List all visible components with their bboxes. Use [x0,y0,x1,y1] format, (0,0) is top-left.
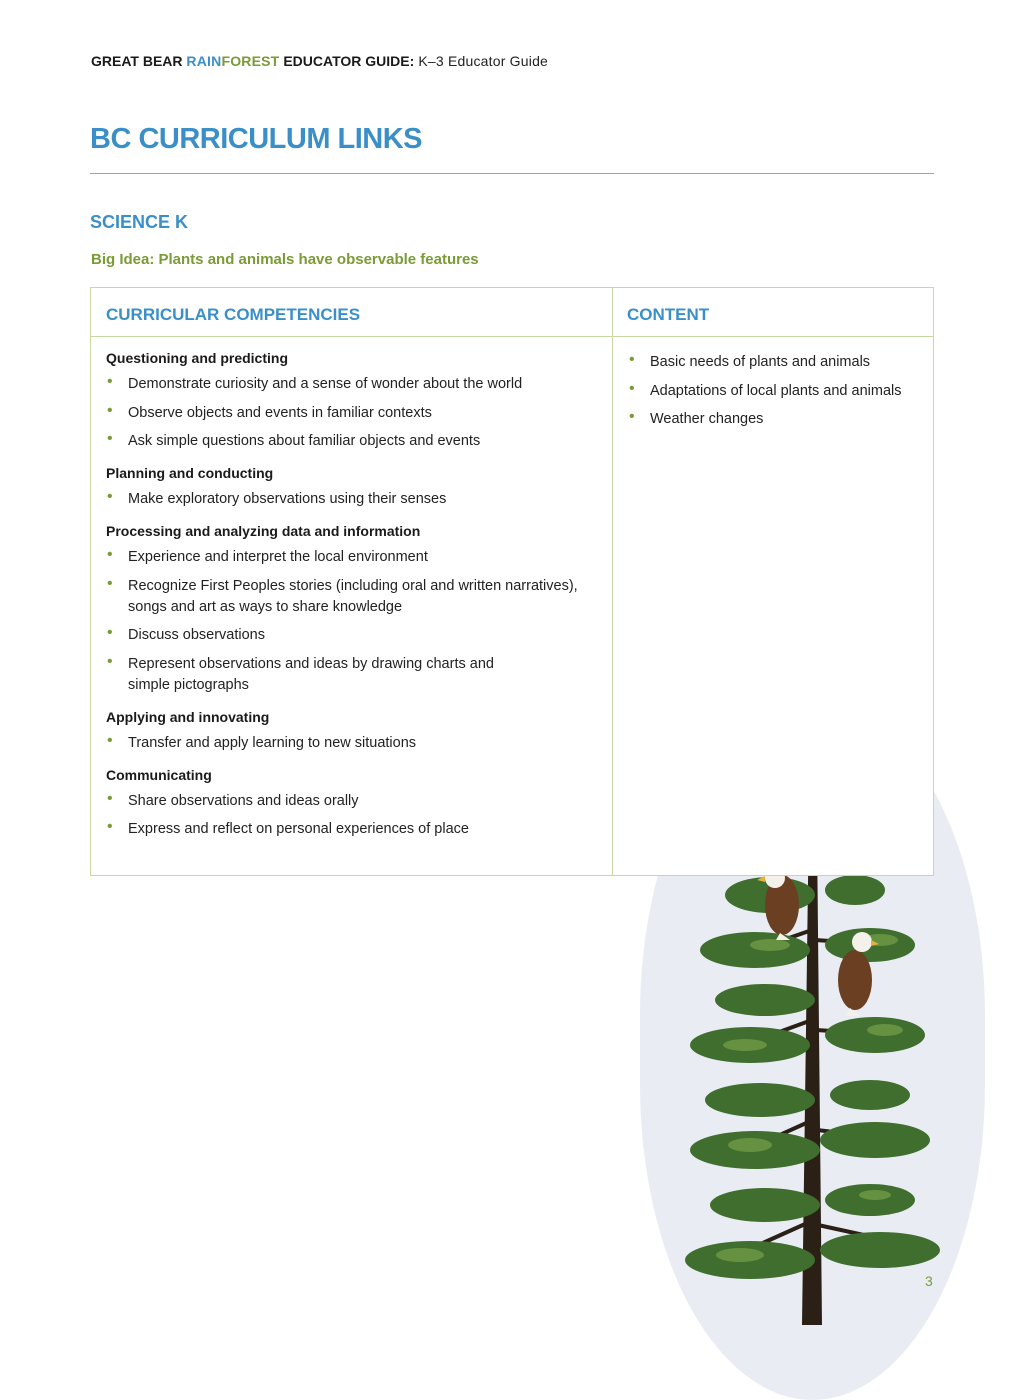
big-idea: Big Idea: Plants and animals have observable features [91,251,479,268]
brand-rain: RAIN [186,53,222,69]
group-title: Questioning and predicting [106,350,288,366]
group-title: Communicating [106,766,212,783]
brand-forest: FOREST [221,53,280,69]
competencies-header: CURRICULAR COMPETENCIES [106,305,361,324]
page-title: BC CURRICULUM LINKS [90,123,423,155]
list-item: • Discuss observations [106,625,606,646]
group-title: Applying and innovating [106,708,270,725]
content-header: CONTENT [627,305,710,324]
header-subtitle: K–3 Educator Guide [414,53,549,69]
list-item: • Recognize First Peoples stories (including oral and written narratives), songs and art as ways to share knowledge [106,576,598,618]
list-item: • Observe objects and events in familiar contexts [106,403,606,424]
list-item: • Adaptations of local plants and animals [628,381,923,402]
list-item: • Experience and interpret the local environment [106,547,606,568]
competencies-column [106,348,606,851]
title-divider [90,173,934,174]
page-number: 3 [925,1273,933,1289]
list-item: • Weather changes [628,409,923,430]
list-item: • Represent observations and ideas by drawing charts and simple pictographs [106,654,528,696]
list-item: • Basic needs of plants and animals [628,352,923,373]
competency-group [106,348,606,452]
list-item: • Transfer and apply learning to new situations [106,733,606,754]
content-column [628,352,923,438]
list-item: • Ask simple questions about familiar objects and events [106,431,606,452]
curriculum-table [90,287,934,876]
competency-group [106,707,606,754]
brand-part1: GREAT BEAR [91,53,187,69]
group-title: Planning and conducting [106,465,274,481]
competency-group [106,765,606,841]
group-title: Processing and analyzing data and information [106,523,421,539]
running-header [91,53,548,69]
competency-group [106,521,606,696]
brand-part2: EDUCATOR GUIDE: [279,53,415,69]
competency-group [106,463,606,510]
list-item: • Demonstrate curiosity and a sense of wonder about the world [106,374,606,395]
list-item: • Express and reflect on personal experiences of place [106,819,606,840]
list-item: • Make exploratory observations using their senses [106,489,606,510]
list-item: • Share observations and ideas orally [106,791,606,812]
header-divider [91,336,933,337]
section-heading: SCIENCE K [90,212,189,232]
column-divider [612,288,613,875]
